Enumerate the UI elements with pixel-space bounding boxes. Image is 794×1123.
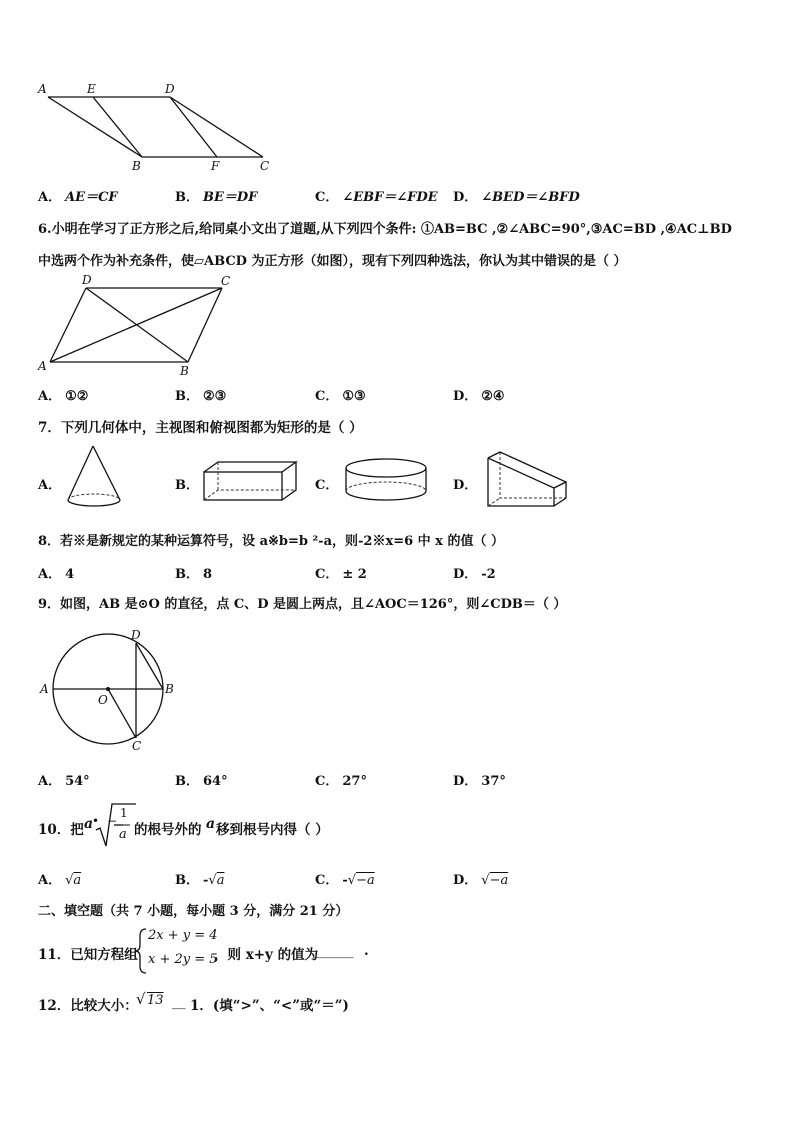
option-radicand: a: [73, 873, 82, 888]
sqrt-icon: √: [136, 990, 146, 1008]
option-radicand: a: [216, 873, 225, 888]
option-text: -2: [481, 567, 496, 582]
q10-stem-suffix2: 移到根号内得（ ）: [216, 822, 329, 838]
option-text: 54°: [65, 774, 90, 789]
option-label: A．: [38, 567, 62, 582]
option-label: D．: [453, 478, 478, 493]
q5-label-d: D: [165, 82, 175, 96]
q10-frac-den: a: [119, 827, 127, 842]
q6-stem-line2: 中选两个作为补充条件，使▱ABCD 为正方形（如图），现有下列四种选法，你认为其中错误的是（ ）: [38, 254, 627, 269]
option-radicand: −a: [356, 873, 375, 888]
q11-brace-icon: [134, 928, 148, 974]
option-label: D．: [453, 567, 478, 582]
option-text: AE＝CF: [65, 190, 118, 205]
option-prefix: -: [342, 873, 348, 888]
q9-stem: 9．如图，AB 是⊙O 的直径，点 C、D 是圆上两点，且∠AOC＝126°，则∠CDB＝（ ）: [38, 597, 567, 612]
q6-label-c: C: [221, 274, 231, 288]
q5-label-b: B: [132, 159, 141, 173]
q9-label-c: C: [132, 739, 142, 753]
center-point: [106, 687, 110, 691]
option-text: ∠BED＝∠BFD: [481, 190, 580, 205]
sqrt-icon: √: [481, 873, 490, 888]
q11-equation-2: x + 2y = 5: [148, 952, 218, 967]
q6-label-b: B: [180, 364, 189, 378]
option-label: D．: [453, 190, 478, 205]
option-label: A．: [38, 774, 62, 789]
q9-option-a[interactable]: [38, 770, 90, 789]
q8-stem: 8．若※是新规定的某种运算符号，设 a※b=b ²-a，则-2※x=6 中 x 的值（ ）: [38, 534, 504, 549]
q12-stem-suffix: 1．(填“>”、“<”或“＝”): [190, 998, 349, 1014]
q10-option-d[interactable]: [453, 869, 508, 888]
option-label: A．: [38, 190, 62, 205]
q9-label-a: A: [40, 682, 49, 696]
q10-option-b[interactable]: [175, 869, 224, 888]
section-heading-fill-in: 二、填空题（共 7 小题，每小题 3 分，满分 21 分）: [38, 904, 349, 919]
sqrt-icon: √: [65, 873, 74, 888]
q11-end-period: .: [364, 943, 369, 959]
option-text: 64°: [203, 774, 228, 789]
option-label: B．: [175, 478, 199, 493]
option-label: B．: [175, 389, 199, 404]
q9-label-b: B: [165, 682, 174, 696]
q5-label-c: C: [260, 159, 270, 173]
q5-label-a: A: [38, 82, 47, 96]
option-text: 4: [65, 567, 75, 582]
q9-label-o: O: [98, 693, 108, 707]
q10-dot: •: [92, 814, 100, 828]
option-text: 27°: [342, 774, 367, 789]
q10-a-symbol-2: a: [206, 816, 216, 832]
option-label: C．: [315, 190, 339, 205]
q11-stem-prefix: 11．已知方程组: [38, 947, 138, 963]
q9-option-b[interactable]: [175, 770, 228, 789]
option-label: D．: [453, 389, 478, 404]
option-label: C．: [315, 567, 339, 582]
option-label: B．: [175, 567, 199, 582]
option-radicand: −a: [489, 873, 509, 888]
q5-label-f: F: [211, 159, 220, 173]
option-text: ∠EBF＝∠FDE: [342, 190, 438, 205]
q10-option-a[interactable]: [38, 869, 81, 888]
option-text: BE＝DF: [203, 190, 258, 205]
sqrt-icon: √: [347, 873, 357, 888]
option-label: C．: [315, 774, 339, 789]
option-label: C．: [315, 389, 339, 404]
option-label: B．: [175, 190, 199, 205]
option-label: C．: [315, 873, 339, 888]
q9-option-c[interactable]: [315, 770, 367, 789]
option-label: D．: [453, 774, 478, 789]
option-label: A．: [38, 389, 62, 404]
q11-equation-1: 2x + y = 4: [148, 928, 218, 943]
q6-stem-line1: 6.小明在学习了正方形之后,给同桌小文出了道题,从下列四个条件: ①AB=BC ,②∠ABC=90°,③AC=BD ,④AC⊥BD: [38, 222, 732, 237]
option-label: C．: [315, 478, 339, 493]
option-label: A．: [38, 478, 62, 493]
q10-minus: −: [107, 814, 118, 828]
q6-label-a: A: [38, 359, 47, 373]
q10-a-symbol: a: [84, 816, 94, 832]
q10-stem-prefix: 10．把: [38, 822, 84, 838]
q12-radicand: 13: [147, 993, 164, 1008]
q6-label-d: D: [82, 273, 92, 287]
option-text: ①③: [342, 389, 366, 404]
q12-answer-blank[interactable]: __: [172, 994, 186, 1010]
q9-option-d[interactable]: [453, 770, 506, 789]
q11-answer-blank[interactable]: ______: [313, 943, 354, 959]
q7-stem: 7．下列几何体中，主视图和俯视图都为矩形的是（ ）: [38, 420, 363, 436]
q12-stem-prefix: 12．比较大小：: [38, 998, 138, 1014]
option-text: ①②: [65, 389, 89, 404]
option-label: A．: [38, 873, 62, 888]
option-label: B．: [175, 873, 199, 888]
option-prefix: -: [203, 873, 209, 888]
q5-label-e: E: [87, 82, 96, 96]
q9-label-d: D: [131, 628, 141, 642]
option-label: D．: [453, 873, 478, 888]
option-text: 37°: [481, 774, 506, 789]
option-label: B．: [175, 774, 199, 789]
q10-frac-num: 1: [120, 806, 128, 820]
option-text: ②③: [203, 389, 227, 404]
option-text: 8: [203, 567, 213, 582]
q10-stem-suffix: 的根号外的: [134, 822, 202, 838]
q11-stem-suffix: ，则 x+y 的值为: [214, 947, 319, 963]
q10-option-c[interactable]: [315, 869, 375, 888]
option-text: ②④: [481, 389, 505, 404]
option-text: ± 2: [342, 567, 367, 582]
sqrt-icon: √: [208, 873, 217, 888]
